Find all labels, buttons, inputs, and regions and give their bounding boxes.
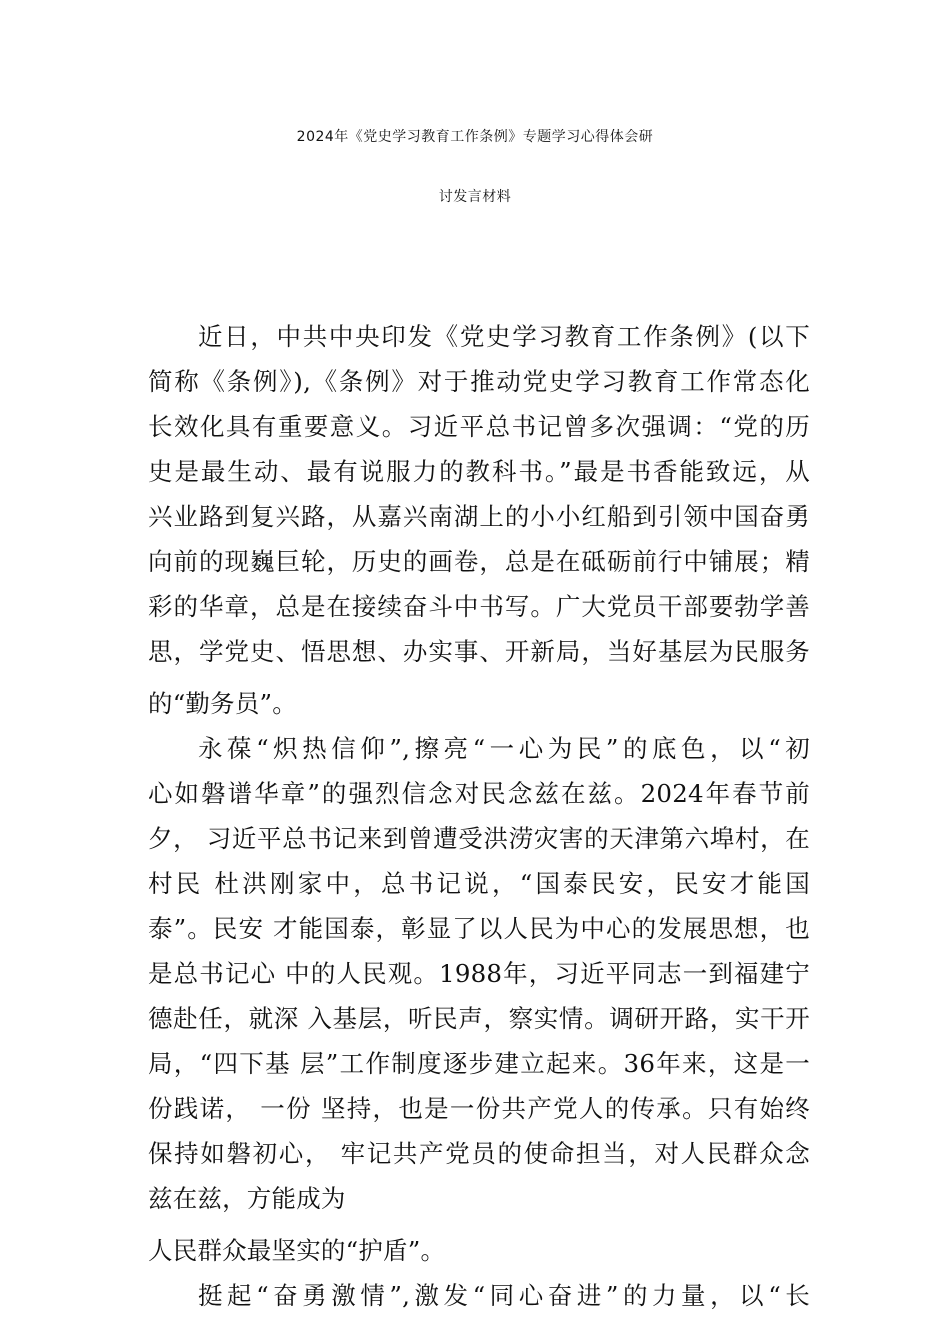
paragraph-1-line: 向前的现巍巨轮，历史的画卷，总是在砥砺前行中铺展；精 bbox=[148, 547, 810, 576]
paragraph-1-line: 简称《条例》),《条例》对于推动党史学习教育工作常态化 bbox=[148, 367, 810, 396]
paragraph-2-line: 份践诺， 一份 坚持，也是一份共产党人的传承。只有始终 bbox=[148, 1094, 810, 1123]
paragraph-1-line: 史是最生动、最有说服力的教科书。”最是书香能致远，从 bbox=[148, 457, 810, 486]
paragraph-2-line: 德赴任，就深 入基层，听民声，察实情。调研开路，实干开 bbox=[148, 1004, 810, 1033]
paragraph-1-line: 思，学党史、悟思想、办实事、开新局，当好基层为民服务 bbox=[148, 637, 810, 666]
paragraph-1-line: 长效化具有重要意义。习近平总书记曾多次强调：“党的历 bbox=[148, 412, 810, 441]
paragraph-2-line: 是总书记心 中的人民观。1988年，习近平同志一到福建宁 bbox=[148, 959, 810, 988]
paragraph-3-line: 挺起“奋勇激情”,激发“同心奋进”的力量，以“长 bbox=[198, 1281, 810, 1310]
paragraph-2-line: 人民群众最坚实的“护盾”。 bbox=[148, 1236, 446, 1265]
document-title-line-2: 讨发言材料 bbox=[438, 189, 512, 205]
paragraph-2-line: 心如磐谱华章”的强烈信念对民念兹在兹。2024年春节前 bbox=[148, 779, 810, 808]
paragraph-1-line: 兴业路到复兴路，从嘉兴南湖上的小小红船到引领中国奋勇 bbox=[148, 502, 810, 531]
paragraph-1-line: 彩的华章，总是在接续奋斗中书写。广大党员干部要勃学善 bbox=[148, 592, 810, 621]
document-title-line-1: 2024年《党史学习教育工作条例》专题学习心得体会研 bbox=[296, 129, 654, 145]
paragraph-2-line: 泰”。民安 才能国泰，彰显了以人民为中心的发展思想，也 bbox=[148, 914, 810, 943]
paragraph-2-line: 保持如磐初心， 牢记共产党员的使命担当，对人民群众念 bbox=[148, 1139, 810, 1168]
paragraph-1-line: 近日，中共中央印发《党史学习教育工作条例》(以下 bbox=[198, 322, 810, 351]
paragraph-2-line: 兹在兹，方能成为 bbox=[148, 1184, 346, 1213]
paragraph-2-line: 局，“四下基 层”工作制度逐步建立起来。36年来，这是一 bbox=[148, 1049, 810, 1078]
paragraph-2-line: 永葆“炽热信仰”,擦亮“一心为民”的底色，以“初 bbox=[198, 734, 810, 763]
paragraph-1-line: 的“勤务员”。 bbox=[148, 689, 297, 718]
paragraph-2-line: 村民 杜洪刚家中，总书记说，“国泰民安，民安才能国 bbox=[148, 869, 810, 898]
paragraph-2-line: 夕， 习近平总书记来到曾遭受洪涝灾害的天津第六埠村，在 bbox=[148, 824, 810, 853]
